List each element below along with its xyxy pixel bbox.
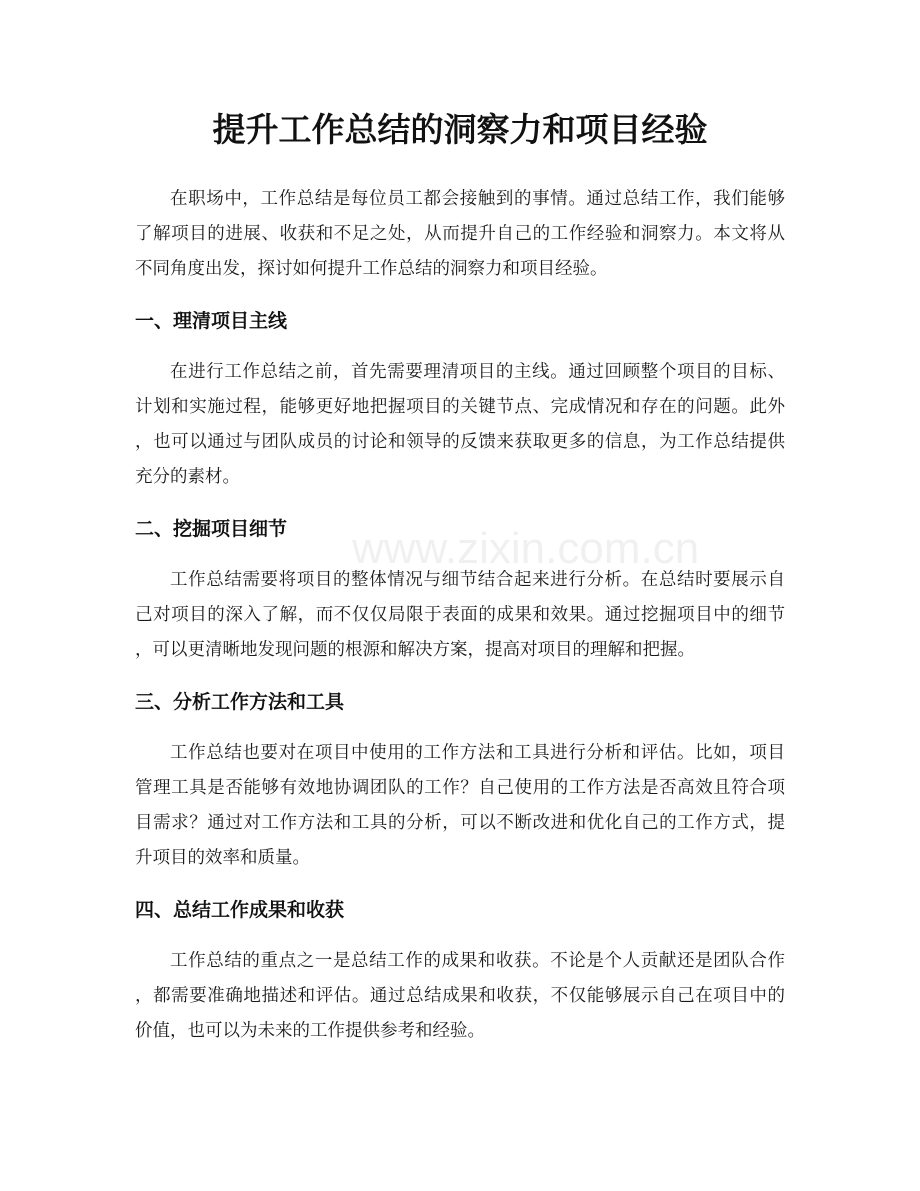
section-1-paragraph (135, 354, 785, 494)
paragraph-line: 己对项目的深入了解，而不仅仅局限于表面的成果和效果。通过挖掘项目中的细节 (135, 604, 785, 624)
paragraph-line: 目需求？通过对工作方法和工具的分析，可以不断改进和优化自己的工作方式，提 (135, 812, 785, 832)
section-heading-4: 四、总结工作成果和收获 (135, 900, 345, 921)
section-heading-2: 二、挖掘项目细节 (135, 519, 288, 540)
watermark: www.zixin.com.cn (352, 524, 700, 573)
section-heading-3: 三、分析工作方法和工具 (135, 692, 345, 713)
paragraph-line: 在职场中，工作总结是每位员工都会接触到的事情。通过总结工作，我们能够 (170, 188, 785, 208)
section-4-paragraph (135, 943, 785, 1048)
paragraph-line: 工作总结也要对在项目中使用的工作方法和工具进行分析和评估。比如，项目 (170, 742, 785, 762)
paragraph-line: 不同角度出发，探讨如何提升工作总结的洞察力和项目经验。 (135, 258, 608, 278)
paragraph-line: ，可以更清晰地发现问题的根源和解决方案，提高对项目的理解和把握。 (135, 639, 695, 659)
paragraph-line: 充分的素材。 (135, 466, 240, 486)
document-title: 提升工作总结的洞察力和项目经验 (212, 111, 708, 148)
section-2-paragraph (135, 562, 785, 667)
paragraph-line: 价值，也可以为未来的工作提供参考和经验。 (135, 1020, 485, 1040)
paragraph-line: 计划和实施过程，能够更好地把握项目的关键节点、完成情况和存在的问题。此外 (135, 396, 785, 416)
document-body (135, 0, 785, 1048)
paragraph-line: 了解项目的进展、收获和不足之处，从而提升自己的工作经验和洞察力。本文将从 (135, 223, 785, 243)
paragraph-line: 升项目的效率和质量。 (135, 847, 310, 867)
paragraph-line: 管理工具是否能够有效地协调团队的工作？自己使用的工作方法是否高效且符合项 (135, 777, 785, 797)
paragraph-line: 在进行工作总结之前，首先需要理清项目的主线。通过回顾整个项目的目标、 (170, 361, 785, 381)
section-3-paragraph (135, 735, 785, 875)
intro-paragraph (135, 181, 785, 286)
paragraph-line: ，都需要准确地描述和评估。通过总结成果和收获，不仅能够展示自己在项目中的 (135, 985, 785, 1005)
paragraph-line: 工作总结的重点之一是总结工作的成果和收获。不论是个人贡献还是团队合作 (170, 950, 785, 970)
paragraph-line: 工作总结需要将项目的整体情况与细节结合起来进行分析。在总结时要展示自 (170, 569, 785, 589)
paragraph-line: ，也可以通过与团队成员的讨论和领导的反馈来获取更多的信息，为工作总结提供 (135, 431, 785, 451)
section-heading-1: 一、理清项目主线 (135, 311, 288, 332)
